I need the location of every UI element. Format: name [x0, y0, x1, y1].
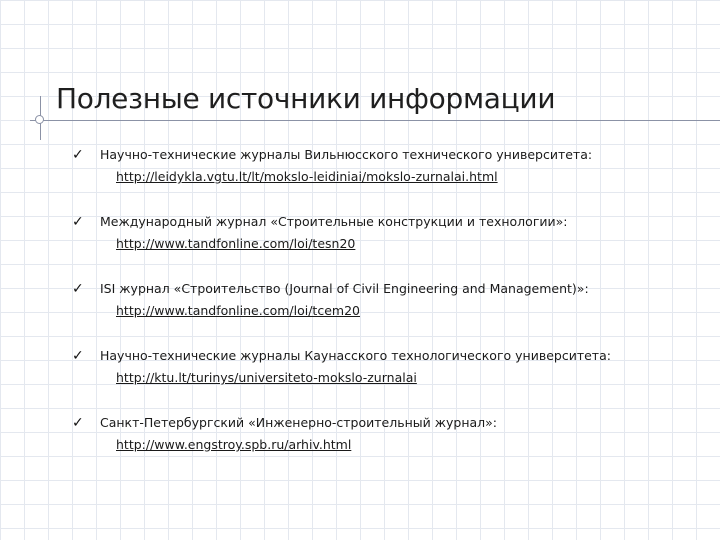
check-icon: ✓ — [72, 214, 84, 230]
source-link[interactable]: http://ktu.lt/turinys/universiteto-mokslo-zurnalai — [116, 370, 417, 385]
source-link[interactable]: http://www.tandfonline.com/loi/tcem20 — [116, 303, 360, 318]
check-icon: ✓ — [72, 281, 84, 297]
source-label: Санкт-Петербургский «Инженерно-строительный журнал»: — [100, 415, 498, 430]
title-corner-circle — [35, 115, 44, 124]
list-item-source-3 — [72, 280, 692, 347]
sources-list — [72, 146, 692, 481]
source-label: Научно-технические журналы Каунасского технологического университета: — [100, 348, 611, 363]
source-link[interactable]: http://www.engstroy.spb.ru/arhiv.html — [116, 437, 352, 452]
list-item-source-2 — [72, 213, 692, 280]
source-link[interactable]: http://leidykla.vgtu.lt/lt/mokslo-leidiniai/mokslo-zurnalai.html — [116, 169, 498, 184]
check-icon: ✓ — [72, 415, 84, 431]
source-link[interactable]: http://www.tandfonline.com/loi/tesn20 — [116, 236, 356, 251]
list-item-source-4 — [72, 347, 692, 414]
source-label: ISI журнал «Строительство (Journal of Civil Engineering and Management)»: — [100, 281, 589, 296]
check-icon: ✓ — [72, 348, 84, 364]
list-item-source-5 — [72, 414, 692, 481]
source-label: Международный журнал «Строительные конструкции и технологии»: — [100, 214, 568, 229]
list-item-source-1 — [72, 146, 692, 213]
check-icon: ✓ — [72, 147, 84, 163]
source-label: Научно-технические журналы Вильнюсского технического университета: — [100, 147, 593, 162]
title-divider-line — [30, 120, 720, 121]
page-title: Полезные источники информации — [56, 82, 556, 115]
